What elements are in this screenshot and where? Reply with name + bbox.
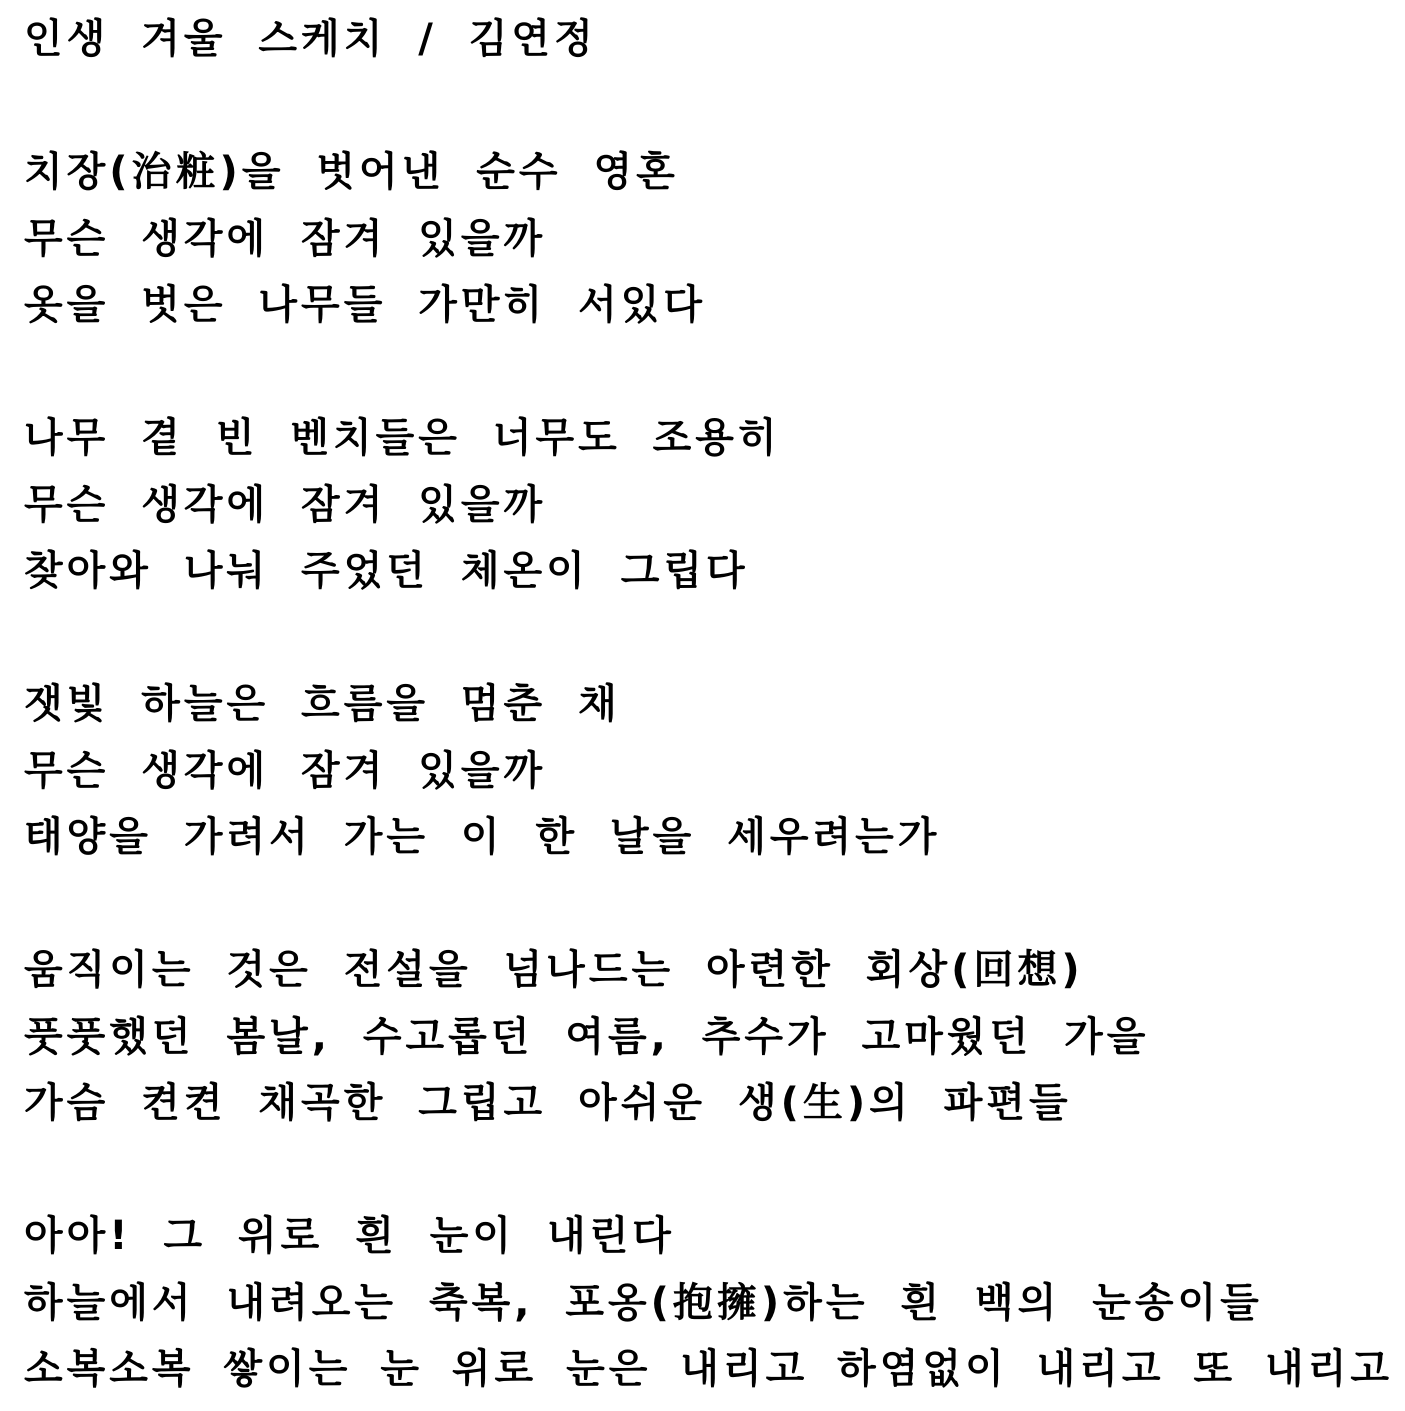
stanza-gap (24, 81, 1394, 148)
stanza-gap (24, 879, 1394, 946)
poem-line: 풋풋했던 봄날, 수고롭던 여름, 추수가 고마웠던 가을 (24, 1013, 1150, 1060)
poem-line: 가슴 켠켠 채곡한 그립고 아쉬운 생(生)의 파편들 (24, 1080, 1072, 1126)
poem-line: 옷을 벗은 나무들 가만히 서있다 (24, 282, 707, 328)
poem-line: 하늘에서 내려오는 축복, 포옹(抱擁)하는 흰 백의 눈송이들 (24, 1279, 1263, 1326)
poem-title: 인생 겨울 스케치 / 김연정 (24, 16, 597, 62)
stanza-gap (24, 347, 1394, 414)
poem-line: 무슨 생각에 잠겨 있을까 (24, 747, 547, 794)
stanza-gap (24, 613, 1394, 680)
stanza-4 (24, 945, 1394, 1145)
poem-line: 태양을 가려서 가는 이 한 날을 세우려는가 (24, 814, 941, 860)
poem-line: 찾아와 나눠 주었던 체온이 그립다 (24, 548, 749, 594)
poem-line: 아아! 그 위로 흰 눈이 내린다 (24, 1213, 675, 1259)
poem-line: 치장(治粧)을 벗어낸 순수 영혼 (24, 149, 679, 195)
poem-line: 무슨 생각에 잠겨 있을까 (24, 481, 547, 528)
stanza-gap (24, 1145, 1394, 1212)
stanza-5 (24, 1211, 1394, 1411)
poem-line: 움직이는 것은 전설을 넘나드는 아련한 회상(回想) (24, 947, 1084, 993)
stanza-2 (24, 413, 1394, 613)
poem-line: 소복소복 쌓이는 눈 위로 눈은 내리고 하염없이 내리고 또 내리고 (24, 1346, 1393, 1392)
poem-line: 잿빛 하늘은 흐름을 멈춘 채 (24, 681, 621, 727)
stanza-1 (24, 147, 1394, 347)
poem (24, 14, 1394, 1411)
stanza-3 (24, 679, 1394, 879)
poem-line: 나무 곁 빈 벤치들은 너무도 조용히 (24, 415, 781, 461)
poem-line: 무슨 생각에 잠겨 있을까 (24, 215, 547, 262)
